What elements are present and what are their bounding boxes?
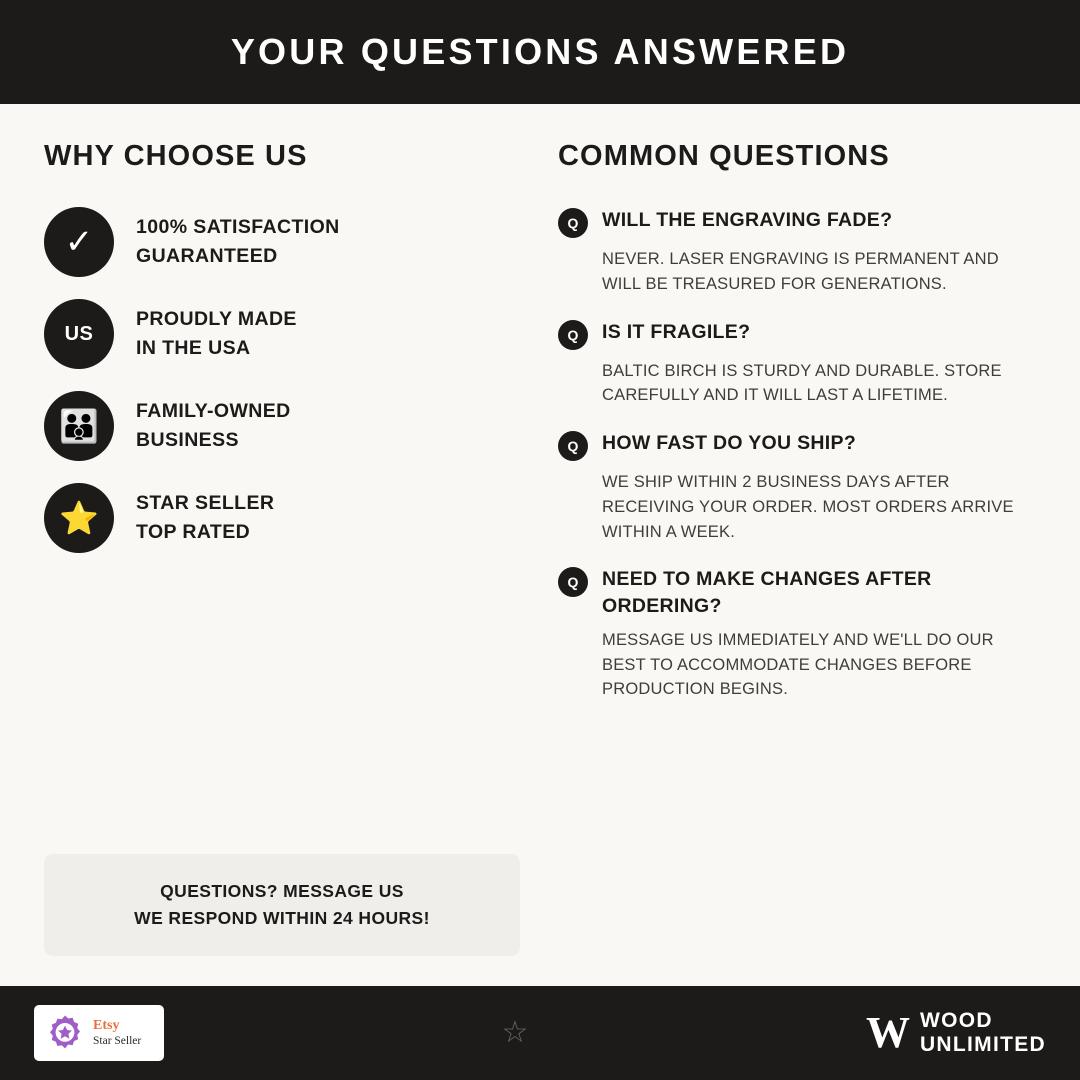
benefit-label (136, 213, 340, 271)
benefit-line-1: 100% SATISFACTION (136, 216, 340, 239)
etsy-badge-subtitle: Star Seller (93, 1034, 142, 1047)
faq-item (558, 430, 1036, 544)
benefit-line-1: FAMILY-OWNED (136, 400, 291, 423)
benefit-line-1: PROUDLY MADE (136, 308, 297, 331)
faq-item (558, 319, 1036, 409)
faq-question: IS IT FRAGILE? (602, 320, 751, 343)
brand-line-1: WOOD (919, 1009, 993, 1033)
question-badge-icon: Q (558, 320, 588, 350)
question-badge-icon: Q (558, 567, 588, 597)
brand-wordmark (920, 1009, 1046, 1056)
faq-item (558, 207, 1036, 297)
faq-question: WILL THE ENGRAVING FADE? (602, 209, 893, 231)
benefit-label (136, 489, 274, 547)
brand-monogram-icon: W (865, 1008, 908, 1058)
benefit-item (44, 483, 494, 553)
question-badge-icon: Q (558, 431, 588, 461)
faq-item (558, 566, 1036, 702)
common-questions-column (514, 140, 1036, 986)
benefit-line-1: STAR SELLER (136, 492, 275, 515)
benefit-item (44, 207, 494, 277)
benefit-line-2: TOP RATED (136, 521, 251, 543)
star-icon: ⭐ (44, 483, 114, 553)
brand-logo (866, 1009, 1046, 1056)
benefit-line-2: GUARANTEED (136, 245, 278, 267)
main-content (0, 104, 1080, 986)
faq-question-row (558, 319, 1036, 350)
page-title: YOUR QUESTIONS ANSWERED (230, 31, 850, 72)
faq-answer: NEVER. LASER ENGRAVING IS PERMANENT AND WILL BE TREASURED FOR GENERATIONS. (602, 250, 999, 293)
why-choose-us-heading: WHY CHOOSE US (44, 140, 308, 172)
faq-question-row (558, 430, 1036, 461)
benefit-label (136, 397, 291, 455)
faq-question: HOW FAST DO YOU SHIP? (602, 432, 857, 454)
benefit-label (136, 305, 297, 363)
cta-line-2: WE RESPOND WITHIN 24 HOURS! (134, 907, 430, 928)
faq-answer: BALTIC BIRCH IS STURDY AND DURABLE. STORE CAREFULLY AND IT WILL LAST A LIFETIME. (602, 361, 1002, 405)
faq-question-row (558, 566, 1036, 619)
benefit-item (44, 391, 494, 461)
star-outline-icon: ☆ (501, 1016, 529, 1049)
faq-answer: MESSAGE US IMMEDIATELY AND WE'LL DO OUR BEST TO ACCOMMODATE CHANGES BEFORE PRODUCTION BEGINS. (602, 630, 994, 699)
benefit-line-2: BUSINESS (136, 429, 239, 451)
faq-question: NEED TO MAKE CHANGES AFTER ORDERING? (602, 568, 932, 617)
benefit-item (44, 299, 494, 369)
header-banner (0, 0, 1080, 104)
etsy-badge-text (93, 1018, 141, 1049)
brand-line-2: UNLIMITED (919, 1033, 1046, 1056)
usa-icon: US (44, 299, 114, 369)
check-icon: ✓ (44, 207, 114, 277)
contact-cta-panel[interactable] (44, 854, 520, 956)
faq-question-row (558, 207, 1036, 238)
family-icon: 👪 (44, 391, 114, 461)
benefit-line-2: IN THE USA (136, 337, 251, 359)
etsy-star-seller-seal-icon (46, 1014, 84, 1052)
faq-answer: WE SHIP WITHIN 2 BUSINESS DAYS AFTER RECEIVING YOUR ORDER. MOST ORDERS ARRIVE WITHIN A WEEK. (602, 473, 1014, 541)
etsy-wordmark: Etsy (93, 1017, 120, 1033)
common-questions-heading: COMMON QUESTIONS (558, 140, 890, 172)
footer-bar (0, 986, 1080, 1080)
cta-line-1: QUESTIONS? MESSAGE US (160, 880, 404, 901)
etsy-star-seller-badge (34, 1005, 164, 1061)
question-badge-icon: Q (558, 208, 588, 238)
